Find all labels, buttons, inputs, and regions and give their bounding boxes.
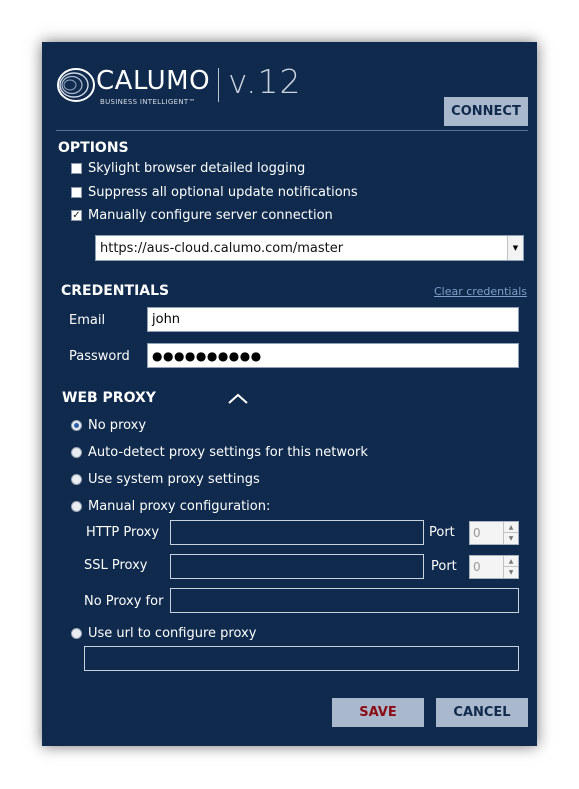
ssl-port-stepper[interactable] [469, 555, 519, 579]
http-port-label: Port [429, 525, 455, 540]
header-divider [56, 130, 528, 131]
no-proxy-label: No proxy [88, 418, 147, 433]
password-label: Password [69, 349, 130, 364]
no-proxy-radio[interactable] [71, 420, 82, 431]
logo-swirl-icon [56, 66, 96, 104]
manual-server-checkbox[interactable] [71, 210, 82, 221]
option-row-manual[interactable] [71, 208, 333, 223]
ssl-proxy-field[interactable] [170, 554, 424, 579]
logo-separator [218, 68, 219, 102]
proxy-option-none[interactable] [71, 418, 146, 433]
suppress-checkbox[interactable] [71, 187, 82, 198]
manual-proxy-label: Manual proxy configuration: [88, 499, 271, 514]
option-row-logging[interactable] [71, 161, 305, 176]
spin-down-icon[interactable]: ▼ [508, 569, 514, 576]
manual-proxy-radio[interactable] [71, 501, 82, 512]
email-label: Email [69, 313, 106, 328]
url-proxy-radio[interactable] [71, 628, 82, 639]
email-field[interactable] [147, 307, 519, 332]
spin-up-icon[interactable]: ▲ [504, 522, 518, 533]
proxy-option-manual[interactable] [71, 499, 270, 514]
spin-down-icon[interactable]: ▼ [508, 535, 514, 542]
connect-button[interactable]: CONNECT [444, 97, 528, 126]
password-mask: ●●●●●●●●●● [152, 348, 262, 363]
no-proxy-for-label: No Proxy for [84, 594, 164, 609]
manual-server-label: Manually configure server connection [88, 208, 333, 223]
ssl-proxy-label: SSL Proxy [84, 558, 148, 573]
brand-tagline: BUSINESS INTELLIGENT™ [100, 98, 196, 106]
proxy-option-url[interactable] [71, 626, 256, 641]
ssl-port-label: Port [431, 559, 457, 574]
check-icon: ✓ [72, 209, 81, 221]
http-proxy-field[interactable] [170, 520, 424, 545]
brand-name: CALUMO [96, 66, 211, 96]
proxy-option-system[interactable] [71, 472, 260, 487]
chevron-up-icon[interactable] [227, 392, 249, 405]
logging-checkbox[interactable] [71, 163, 82, 174]
options-heading: OPTIONS [58, 140, 129, 156]
proxy-url-field[interactable] [84, 646, 519, 671]
email-value: john [152, 312, 181, 327]
logging-label: Skylight browser detailed logging [88, 161, 306, 176]
settings-dialog [42, 42, 537, 746]
http-port-value: 0 [473, 526, 481, 540]
cancel-button[interactable]: CANCEL [436, 698, 528, 727]
system-proxy-radio[interactable] [71, 474, 82, 485]
clear-credentials-link[interactable]: Clear credentials [434, 285, 527, 298]
triangle-down-icon[interactable]: ▼ [507, 236, 523, 260]
save-button[interactable]: SAVE [332, 698, 424, 727]
url-proxy-label: Use url to configure proxy [88, 626, 257, 641]
no-proxy-for-field[interactable] [170, 588, 519, 613]
system-proxy-label: Use system proxy settings [88, 472, 260, 487]
suppress-label: Suppress all optional update notifications [88, 185, 358, 200]
proxy-option-auto[interactable] [71, 445, 368, 460]
credentials-heading: CREDENTIALS [61, 283, 170, 299]
password-field[interactable] [147, 343, 519, 368]
http-port-buttons [503, 522, 518, 544]
http-port-stepper[interactable] [469, 521, 519, 545]
server-url-value: https://aus-cloud.calumo.com/master [100, 240, 344, 256]
version-label: v.12 [228, 62, 302, 101]
option-row-suppress[interactable] [71, 185, 358, 200]
auto-detect-label: Auto-detect proxy settings for this network [88, 445, 368, 460]
calumo-logo [56, 64, 306, 108]
ssl-port-value: 0 [473, 560, 481, 574]
web-proxy-heading: WEB PROXY [62, 390, 156, 406]
ssl-port-buttons [503, 556, 518, 578]
http-proxy-label: HTTP Proxy [86, 525, 160, 540]
server-url-select[interactable] [95, 235, 524, 261]
auto-detect-radio[interactable] [71, 447, 82, 458]
spin-up-icon[interactable]: ▲ [504, 556, 518, 567]
